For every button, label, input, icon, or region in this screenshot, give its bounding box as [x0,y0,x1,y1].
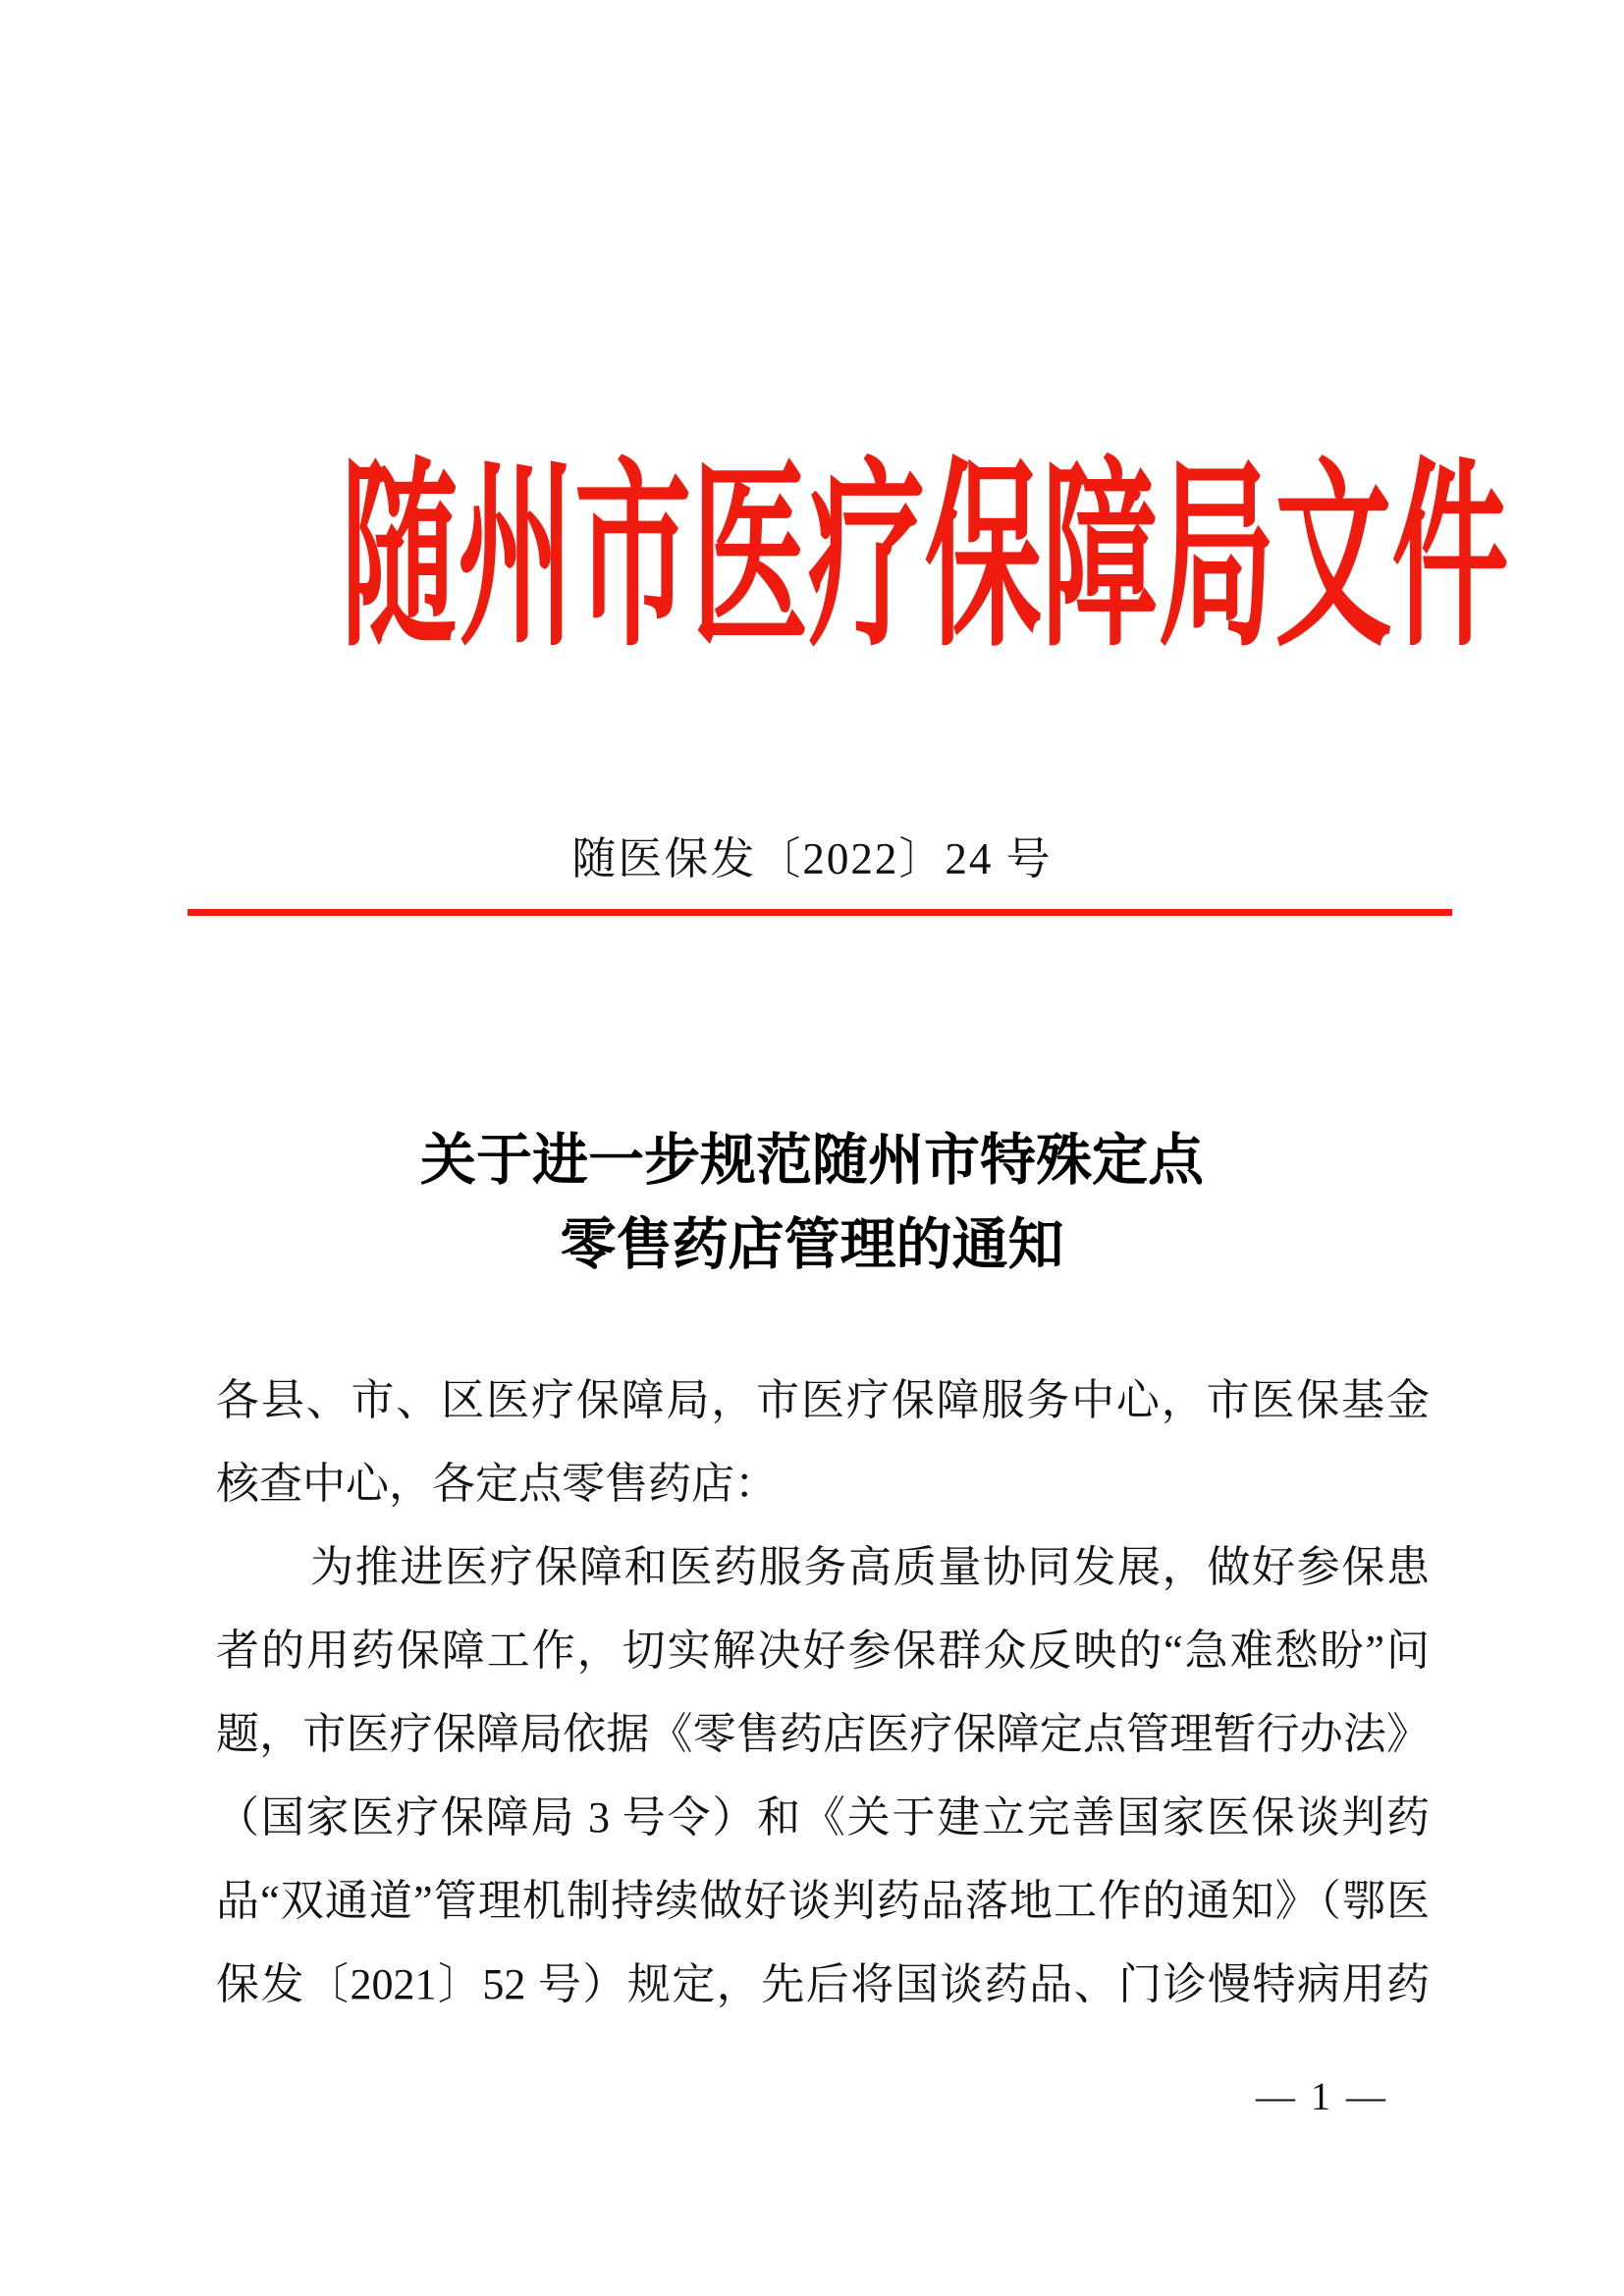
body-line-paragraph-5: 品“双通道”管理机制持续做好谈判药品落地工作的通知》（鄂医 [216,1877,1430,1925]
document-body [216,1359,1430,2026]
body-line-recipients-1: 各县、市、区医疗保障局，市医疗保障服务中心，市医保基金 [216,1376,1430,1424]
page-number: — 1 — [1256,2074,1388,2118]
body-line-paragraph-4: （国家医疗保障局 3 号令）和《关于建立完善国家医保谈判药 [216,1793,1430,1842]
document-title-line2: 零售药店管理的通知 [560,1214,1064,1276]
body-line-paragraph-6: 保发〔2021〕52 号）规定，先后将国谈药品、门诊慢特病用药 [216,1960,1430,2008]
body-line-paragraph-1: 为推进医疗保障和医药服务高质量协同发展，做好参保患 [310,1543,1430,1591]
body-line-recipients-2: 核查中心，各定点零售药店： [216,1460,778,1508]
document-reference-number: 随医保发〔2022〕24 号 [571,834,1053,883]
red-divider-rule [188,909,1452,916]
agency-banner-title: 随州市医疗保障局文件 [341,448,1509,670]
body-line-paragraph-3: 题，市医疗保障局依据《零售药店医疗保障定点管理暂行办法》 [216,1710,1430,1758]
document-title-line1: 关于进一步规范随州市特殊定点 [420,1130,1204,1192]
body-line-paragraph-2: 者的用药保障工作，切实解决好参保群众反映的“急难愁盼”问 [216,1627,1430,1675]
document-title [0,1119,1624,1288]
